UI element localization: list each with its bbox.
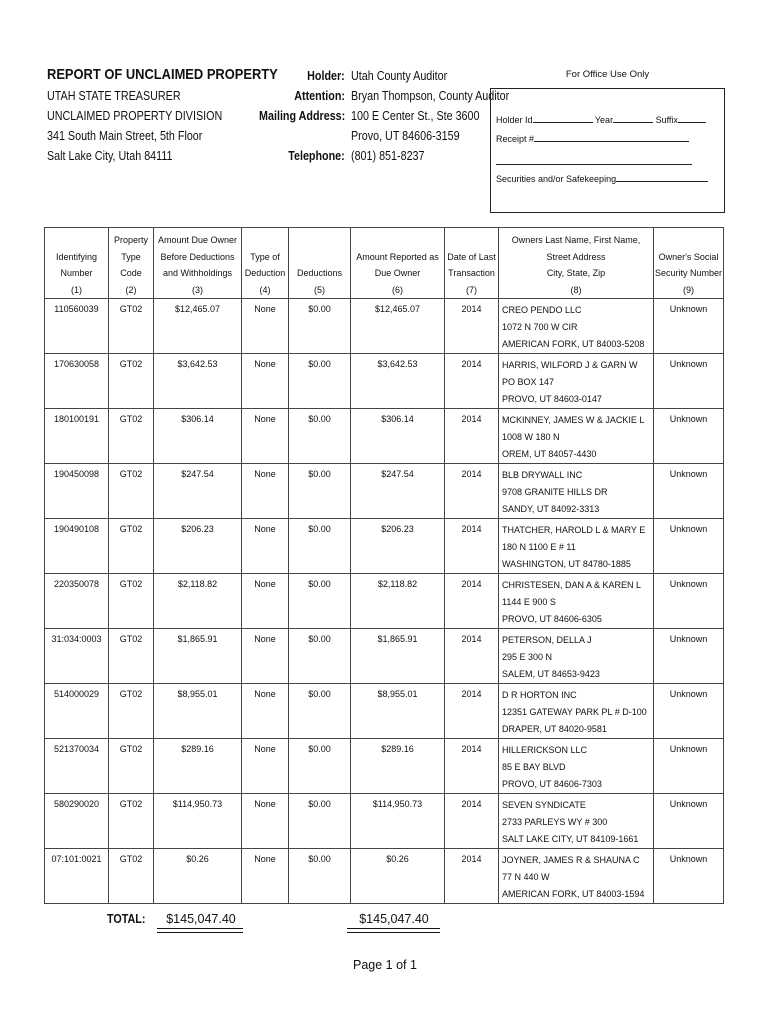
attention-label: Attention: [294, 89, 345, 103]
owner-address-line: SANDY, UT 84092-3313 [502, 504, 600, 514]
table-row [45, 794, 724, 849]
owner-address-line: SALEM, UT 84653-9423 [502, 669, 600, 679]
amount-reported-cell: $289.16 [351, 739, 445, 794]
identifying-number-cell: 31:034:0003 [45, 629, 109, 684]
property-type-cell: GT02 [109, 354, 154, 409]
deduction-type-cell: None [242, 574, 289, 629]
property-type-cell: GT02 [109, 299, 154, 354]
property-type-cell: GT02 [109, 794, 154, 849]
owner-address-line: 77 N 440 W [502, 872, 550, 882]
amount-due-cell: $2,118.82 [154, 574, 242, 629]
last-transaction-date-cell: 2014 [445, 409, 499, 464]
amount-due-cell: $247.54 [154, 464, 242, 519]
owner-address-line: PROVO, UT 84606-7303 [502, 779, 602, 789]
amount-due-cell: $206.23 [154, 519, 242, 574]
deductions-cell: $0.00 [289, 849, 351, 904]
deduction-type-cell: None [242, 684, 289, 739]
owner-address-line: AMERICAN FORK, UT 84003-5208 [502, 339, 645, 349]
identifying-number-cell: 190450098 [45, 464, 109, 519]
receipt-blank [534, 132, 689, 142]
owner-name: THATCHER, HAROLD L & MARY E [502, 525, 646, 535]
amount-reported-cell: $3,642.53 [351, 354, 445, 409]
mailing-address-line2: Provo, UT 84606-3159 [351, 129, 460, 143]
deduction-type-cell: None [242, 409, 289, 464]
col-type-of-deduction: Type of Deduction (4) [242, 228, 289, 299]
holder-id-blank [533, 113, 593, 123]
col-owner-name-address: Owners Last Name, First Name, Street Address City, State, Zip (8) [499, 228, 654, 299]
col-amount-reported: Amount Reported as Due Owner (6) [351, 228, 445, 299]
property-type-cell: GT02 [109, 464, 154, 519]
deductions-cell: $0.00 [289, 629, 351, 684]
identifying-number-cell: 190490108 [45, 519, 109, 574]
owner-cell [499, 739, 654, 794]
owner-ssn-cell: Unknown [654, 849, 724, 904]
owner-cell [499, 849, 654, 904]
amount-due-cell: $3,642.53 [154, 354, 242, 409]
deductions-cell: $0.00 [289, 354, 351, 409]
owner-ssn-cell: Unknown [654, 684, 724, 739]
deduction-type-cell: None [242, 739, 289, 794]
last-transaction-date-cell: 2014 [445, 684, 499, 739]
last-transaction-date-cell: 2014 [445, 739, 499, 794]
last-transaction-date-cell: 2014 [445, 354, 499, 409]
owner-ssn-cell: Unknown [654, 574, 724, 629]
deduction-type-cell: None [242, 354, 289, 409]
property-type-cell: GT02 [109, 409, 154, 464]
total-amount-reported: $145,047.40 [359, 912, 429, 926]
owner-ssn-cell: Unknown [654, 629, 724, 684]
deductions-cell: $0.00 [289, 299, 351, 354]
deductions-cell: $0.00 [289, 684, 351, 739]
amount-reported-cell: $1,865.91 [351, 629, 445, 684]
owner-address-line: WASHINGTON, UT 84780-1885 [502, 559, 631, 569]
mailing-address-label: Mailing Address: [258, 109, 345, 123]
office-id-row [496, 113, 706, 125]
street-line: 341 South Main Street, 5th Floor [47, 129, 203, 143]
deduction-type-cell: None [242, 794, 289, 849]
office-blank-line [496, 164, 692, 165]
last-transaction-date-cell: 2014 [445, 849, 499, 904]
table-row [45, 574, 724, 629]
table-row [45, 464, 724, 519]
amount-reported-cell: $0.26 [351, 849, 445, 904]
mailing-address-line1: 100 E Center St., Ste 3600 [351, 109, 480, 123]
last-transaction-date-cell: 2014 [445, 299, 499, 354]
amount-reported-cell: $12,465.07 [351, 299, 445, 354]
last-transaction-date-cell: 2014 [445, 629, 499, 684]
attention-value: Bryan Thompson, County Auditor [351, 89, 510, 103]
amount-due-cell: $12,465.07 [154, 299, 242, 354]
deduction-type-cell: None [242, 629, 289, 684]
owner-address-line: PROVO, UT 84603-0147 [502, 394, 602, 404]
receipt-row [496, 132, 689, 144]
owner-address-line: 180 N 1100 E # 11 [502, 542, 576, 552]
col-deductions: Deductions (5) [289, 228, 351, 299]
owner-address-line: 12351 GATEWAY PARK PL # D-100 [502, 707, 647, 717]
telephone-value: (801) 851-8237 [351, 149, 425, 163]
property-type-cell: GT02 [109, 739, 154, 794]
last-transaction-date-cell: 2014 [445, 464, 499, 519]
amount-due-cell: $306.14 [154, 409, 242, 464]
owner-ssn-cell: Unknown [654, 794, 724, 849]
identifying-number-cell: 180100191 [45, 409, 109, 464]
identifying-number-cell: 170630058 [45, 354, 109, 409]
last-transaction-date-cell: 2014 [445, 794, 499, 849]
col-owner-ssn: Owner's Social Security Number (9) [654, 228, 724, 299]
identifying-number-cell: 521370034 [45, 739, 109, 794]
property-type-cell: GT02 [109, 684, 154, 739]
last-transaction-date-cell: 2014 [445, 519, 499, 574]
total-label: TOTAL: [107, 912, 146, 926]
holder-label: Holder: [307, 69, 345, 83]
owner-name: CREO PENDO LLC [502, 305, 582, 315]
owner-cell [499, 354, 654, 409]
property-type-cell: GT02 [109, 519, 154, 574]
identifying-number-cell: 07:101:0021 [45, 849, 109, 904]
owner-name: HILLERICKSON LLC [502, 745, 588, 755]
table-row [45, 849, 724, 904]
division-line: UNCLAIMED PROPERTY DIVISION [47, 109, 223, 123]
table-row [45, 519, 724, 574]
col-amount-due-owner: Amount Due Owner Before Deductions and Withholdings (3) [154, 228, 242, 299]
unclaimed-property-table [44, 227, 724, 904]
table-row [45, 684, 724, 739]
owner-address-line: DRAPER, UT 84020-9581 [502, 724, 607, 734]
deductions-cell: $0.00 [289, 519, 351, 574]
identifying-number-cell: 220350078 [45, 574, 109, 629]
owner-name: CHRISTESEN, DAN A & KAREN L [502, 580, 642, 590]
owner-address-line: 2733 PARLEYS WY # 300 [502, 817, 608, 827]
holder-value: Utah County Auditor [351, 69, 448, 83]
table-header-row [45, 228, 724, 299]
owner-cell [499, 574, 654, 629]
city-line: Salt Lake City, Utah 84111 [47, 149, 173, 163]
owner-name: MCKINNEY, JAMES W & JACKIE L [502, 415, 645, 425]
identifying-number-cell: 110560039 [45, 299, 109, 354]
col-identifying-number: Identifying Number (1) [45, 228, 109, 299]
year-blank [613, 113, 653, 123]
owner-name: HARRIS, WILFORD J & GARN W [502, 360, 638, 370]
table-row [45, 409, 724, 464]
owner-ssn-cell: Unknown [654, 354, 724, 409]
table-row [45, 739, 724, 794]
telephone-label: Telephone: [288, 149, 345, 163]
securities-blank [616, 172, 708, 182]
deduction-type-cell: None [242, 299, 289, 354]
owner-name: SEVEN SYNDICATE [502, 800, 586, 810]
owner-ssn-cell: Unknown [654, 519, 724, 574]
owner-cell [499, 299, 654, 354]
table-row [45, 299, 724, 354]
owner-name: D R HORTON INC [502, 690, 577, 700]
securities-label: Securities and/or Safekeeping [496, 174, 617, 184]
property-type-cell: GT02 [109, 849, 154, 904]
owner-name: PETERSON, DELLA J [502, 635, 592, 645]
deductions-cell: $0.00 [289, 794, 351, 849]
owner-ssn-cell: Unknown [654, 739, 724, 794]
col-property-type-code: Property Type Code (2) [109, 228, 154, 299]
owner-address-line: 9708 GRANITE HILLS DR [502, 487, 608, 497]
owner-cell [499, 519, 654, 574]
owner-address-line: 85 E BAY BLVD [502, 762, 566, 772]
deductions-cell: $0.00 [289, 574, 351, 629]
amount-due-cell: $289.16 [154, 739, 242, 794]
identifying-number-cell: 580290020 [45, 794, 109, 849]
deduction-type-cell: None [242, 519, 289, 574]
holder-id-label: Holder Id [496, 115, 533, 125]
amount-reported-cell: $8,955.01 [351, 684, 445, 739]
owner-address-line: PO BOX 147 [502, 377, 555, 387]
receipt-label: Receipt # [496, 134, 535, 144]
amount-reported-cell: $247.54 [351, 464, 445, 519]
page-number: Page 1 of 1 [353, 958, 417, 972]
total-amount-due: $145,047.40 [166, 912, 236, 926]
amount-reported-cell: $206.23 [351, 519, 445, 574]
col-date-of-last-transaction: Date of Last Transaction (7) [445, 228, 499, 299]
owner-address-line: 1144 E 900 S [502, 597, 556, 607]
owner-address-line: 1072 N 700 W CIR [502, 322, 578, 332]
amount-reported-cell: $114,950.73 [351, 794, 445, 849]
owner-name: JOYNER, JAMES R & SHAUNA C [502, 855, 640, 865]
deduction-type-cell: None [242, 464, 289, 519]
total-amount-due-double-underline [157, 928, 243, 933]
owner-name: BLB DRYWALL INC [502, 470, 583, 480]
amount-due-cell: $8,955.01 [154, 684, 242, 739]
owner-cell [499, 409, 654, 464]
amount-due-cell: $1,865.91 [154, 629, 242, 684]
amount-reported-cell: $2,118.82 [351, 574, 445, 629]
suffix-blank [678, 113, 706, 123]
owner-cell [499, 464, 654, 519]
deductions-cell: $0.00 [289, 739, 351, 794]
owner-address-line: 295 E 300 N [502, 652, 553, 662]
deduction-type-cell: None [242, 849, 289, 904]
year-label: Year [594, 115, 614, 125]
office-use-title: For Office Use Only [565, 69, 650, 80]
owner-address-line: SALT LAKE CITY, UT 84109-1661 [502, 834, 639, 844]
property-type-cell: GT02 [109, 574, 154, 629]
owner-ssn-cell: Unknown [654, 409, 724, 464]
amount-due-cell: $0.26 [154, 849, 242, 904]
total-amount-reported-double-underline [347, 928, 440, 933]
deductions-cell: $0.00 [289, 464, 351, 519]
amount-reported-cell: $306.14 [351, 409, 445, 464]
table-row [45, 629, 724, 684]
securities-row [496, 172, 708, 184]
deductions-cell: $0.00 [289, 409, 351, 464]
report-title: REPORT OF UNCLAIMED PROPERTY [47, 66, 278, 83]
owner-address-line: AMERICAN FORK, UT 84003-1594 [502, 889, 645, 899]
property-type-cell: GT02 [109, 629, 154, 684]
treasurer-line: UTAH STATE TREASURER [47, 89, 181, 103]
owner-ssn-cell: Unknown [654, 299, 724, 354]
owner-cell [499, 684, 654, 739]
table-row [45, 354, 724, 409]
owner-cell [499, 629, 654, 684]
owner-cell [499, 794, 654, 849]
amount-due-cell: $114,950.73 [154, 794, 242, 849]
suffix-label: Suffix [655, 115, 678, 125]
owner-address-line: OREM, UT 84057-4430 [502, 449, 597, 459]
office-use-box [490, 88, 725, 213]
owner-address-line: 1008 W 180 N [502, 432, 560, 442]
owner-address-line: PROVO, UT 84606-6305 [502, 614, 602, 624]
last-transaction-date-cell: 2014 [445, 574, 499, 629]
identifying-number-cell: 514000029 [45, 684, 109, 739]
owner-ssn-cell: Unknown [654, 464, 724, 519]
